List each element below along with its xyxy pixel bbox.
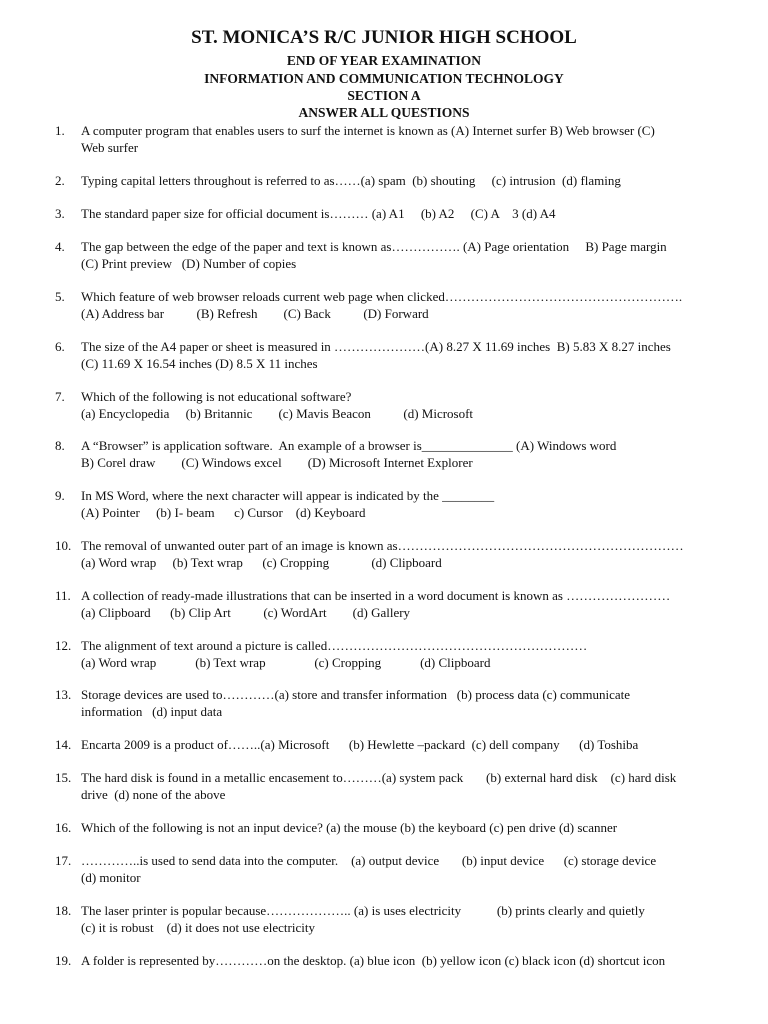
question-item [55,638,745,671]
question-item [55,239,745,272]
question-number: 11. [55,588,71,603]
question-number: 2. [55,173,65,188]
question-item [55,339,745,372]
subject-title: INFORMATION AND COMMUNICATION TECHNOLOGY [204,71,564,86]
question-line: The hard disk is found in a metallic encasement to………(a) system pack (b) external hard disk (c) hard disk [81,770,677,785]
question-line: A collection of ready-made illustrations that can be inserted in a word document is known as …………………… [81,588,671,603]
question-number: 7. [55,389,65,404]
question-line: (C) 11.69 X 16.54 inches (D) 8.5 X 11 inches [81,355,318,371]
question-item [55,538,745,571]
question-line: Which of the following is not educational software? [81,389,352,404]
question-number: 6. [55,339,65,354]
question-item [55,903,745,936]
question-number: 1. [55,123,65,138]
question-item [55,770,745,803]
section-title: SECTION A [347,88,421,103]
question-item [55,389,745,422]
question-line: The gap between the edge of the paper and text is known as……………. (A) Page orientation B) Page margin [81,239,667,254]
question-line: (a) Word wrap (b) Text wrap (c) Cropping (d) Clipboard [81,554,442,570]
question-number: 12. [55,638,72,653]
instruction-title: ANSWER ALL QUESTIONS [298,105,470,120]
question-line: Web surfer [81,139,139,155]
question-line: The size of the A4 paper or sheet is measured in …………………(A) 8.27 X 11.69 inches B) 5.83 X 8.27 inches [81,339,671,354]
question-line: (C) Print preview (D) Number of copies [81,255,297,271]
question-line: (c) it is robust (d) it does not use electricity [81,919,315,935]
question-line: …………..is used to send data into the computer. (a) output device (b) input device (c) storage device [81,853,657,868]
question-line: The removal of unwanted outer part of an image is known as………………………………………………………… [81,538,684,553]
question-item [55,488,745,521]
question-item [55,588,745,621]
question-item [55,820,745,837]
question-item [55,206,745,223]
question-line: (A) Address bar (B) Refresh (C) Back (D) Forward [81,305,429,321]
school-name: ST. MONICA’S R/C JUNIOR HIGH SCHOOL [191,27,577,48]
question-number: 3. [55,206,65,221]
question-line: (a) Word wrap (b) Text wrap (c) Cropping (d) Clipboard [81,654,491,670]
question-number: 16. [55,820,72,835]
exam-title: END OF YEAR EXAMINATION [286,53,482,68]
question-line: A “Browser” is application software. An example of a browser is______________ (A) Windows word [81,438,617,453]
question-line: information (d) input data [81,703,223,719]
question-item [55,123,745,156]
question-item [55,737,745,754]
question-line: (A) Pointer (b) I- beam c) Cursor (d) Keyboard [81,504,366,520]
question-number: 17. [55,853,72,868]
question-item [55,853,745,886]
question-number: 5. [55,289,65,304]
question-number: 8. [55,438,65,453]
question-line: The alignment of text around a picture is called…………………………………………………… [81,638,588,653]
question-line: Encarta 2009 is a product of……..(a) Microsoft (b) Hewlette –packard (c) dell company (d) Toshiba [81,737,639,752]
question-item [55,687,745,720]
question-number: 19. [55,953,72,968]
question-line: A folder is represented by…………on the desktop. (a) blue icon (b) yellow icon (c) black icon (d) shortcut icon [81,953,666,968]
question-line: In MS Word, where the next character will appear is indicated by the ________ [81,488,495,503]
question-line: Which of the following is not an input device? (a) the mouse (b) the keyboard (c) pen drive (d) scanner [81,820,618,835]
question-number: 10. [55,538,72,553]
question-line: (d) monitor [81,869,141,885]
question-number: 13. [55,687,72,702]
question-number: 14. [55,737,72,752]
question-line: Typing capital letters throughout is referred to as……(a) spam (b) shouting (c) intrusion (d) flaming [81,173,621,188]
question-number: 9. [55,488,65,503]
question-line: B) Corel draw (C) Windows excel (D) Microsoft Internet Explorer [81,454,473,470]
question-line: Storage devices are used to…………(a) store and transfer information (b) process data (c) communicate [81,687,631,702]
question-item [55,438,745,471]
question-line: (a) Clipboard (b) Clip Art (c) WordArt (d) Gallery [81,604,411,620]
question-number: 18. [55,903,72,918]
question-number: 15. [55,770,72,785]
question-number: 4. [55,239,65,254]
question-line: drive (d) none of the above [81,786,226,802]
question-line: The standard paper size for official document is……… (a) A1 (b) A2 (C) A 3 (d) A4 [81,206,556,221]
question-line: A computer program that enables users to surf the internet is known as (A) Internet surfer B) Web browser (C) [81,123,655,138]
question-line: The laser printer is popular because……………….. (a) is uses electricity (b) prints clearly and quietly [81,903,645,918]
question-line: (a) Encyclopedia (b) Britannic (c) Mavis Beacon (d) Microsoft [81,405,474,421]
question-item [55,953,745,970]
question-item [55,289,745,322]
question-line: Which feature of web browser reloads current web page when clicked………………………………………………. [81,289,683,304]
question-item [55,173,745,190]
